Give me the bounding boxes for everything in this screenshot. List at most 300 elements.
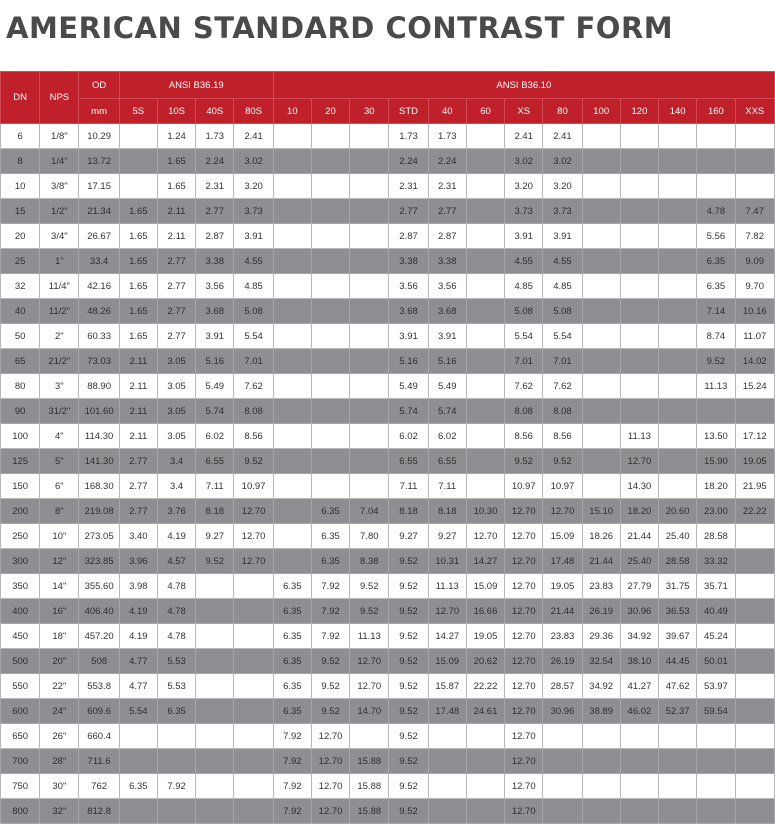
cell-wall-thickness bbox=[350, 124, 389, 149]
cell-wall-thickness bbox=[466, 274, 504, 299]
cell-wall-thickness bbox=[735, 624, 774, 649]
cell-nps: 24" bbox=[40, 699, 79, 724]
cell-wall-thickness: 5.53 bbox=[157, 674, 195, 699]
cell-wall-thickness: 6.55 bbox=[428, 449, 466, 474]
cell-wall-thickness: 15.88 bbox=[350, 749, 389, 774]
table-row bbox=[1, 299, 775, 324]
cell-wall-thickness: 11.13 bbox=[620, 424, 658, 449]
cell-wall-thickness bbox=[196, 624, 234, 649]
cell-dn: 400 bbox=[1, 599, 40, 624]
cell-wall-thickness bbox=[659, 349, 697, 374]
cell-wall-thickness bbox=[350, 374, 389, 399]
cell-od: 762 bbox=[79, 774, 119, 799]
header-schedule-b3619: 10S bbox=[157, 99, 195, 124]
cell-wall-thickness: 2.87 bbox=[389, 224, 428, 249]
cell-wall-thickness bbox=[311, 249, 349, 274]
cell-wall-thickness: 2.87 bbox=[428, 224, 466, 249]
cell-nps: 20" bbox=[40, 649, 79, 674]
cell-nps: 12" bbox=[40, 549, 79, 574]
cell-wall-thickness bbox=[466, 374, 504, 399]
cell-wall-thickness: 8.74 bbox=[697, 324, 735, 349]
cell-wall-thickness: 10.31 bbox=[428, 549, 466, 574]
cell-wall-thickness bbox=[697, 174, 735, 199]
table-row bbox=[1, 174, 775, 199]
cell-wall-thickness: 10.16 bbox=[735, 299, 774, 324]
cell-wall-thickness: 26.19 bbox=[543, 649, 582, 674]
cell-wall-thickness bbox=[697, 149, 735, 174]
cell-wall-thickness: 12.70 bbox=[505, 724, 543, 749]
cell-wall-thickness: 12.70 bbox=[505, 799, 543, 824]
cell-wall-thickness: 1.24 bbox=[157, 124, 195, 149]
cell-wall-thickness: 9.52 bbox=[389, 674, 428, 699]
cell-wall-thickness: 1.73 bbox=[389, 124, 428, 149]
cell-nps: 1/8" bbox=[40, 124, 79, 149]
cell-wall-thickness: 3.38 bbox=[196, 249, 234, 274]
cell-wall-thickness: 3.91 bbox=[196, 324, 234, 349]
cell-wall-thickness bbox=[466, 124, 504, 149]
cell-wall-thickness: 5.49 bbox=[428, 374, 466, 399]
cell-wall-thickness: 3.91 bbox=[234, 224, 273, 249]
cell-wall-thickness: 6.02 bbox=[428, 424, 466, 449]
cell-wall-thickness: 7.11 bbox=[196, 474, 234, 499]
cell-wall-thickness bbox=[157, 799, 195, 824]
cell-wall-thickness bbox=[234, 749, 273, 774]
cell-od: 168.30 bbox=[79, 474, 119, 499]
cell-wall-thickness: 8.18 bbox=[428, 499, 466, 524]
cell-wall-thickness bbox=[659, 224, 697, 249]
cell-od: 219.08 bbox=[79, 499, 119, 524]
cell-wall-thickness: 9.52 bbox=[389, 724, 428, 749]
cell-wall-thickness bbox=[466, 474, 504, 499]
cell-wall-thickness bbox=[273, 174, 311, 199]
cell-wall-thickness bbox=[157, 749, 195, 774]
cell-wall-thickness bbox=[350, 399, 389, 424]
cell-wall-thickness: 3.98 bbox=[119, 574, 157, 599]
cell-od: 88.90 bbox=[79, 374, 119, 399]
cell-wall-thickness bbox=[428, 724, 466, 749]
cell-wall-thickness: 36.53 bbox=[659, 599, 697, 624]
cell-od: 10.29 bbox=[79, 124, 119, 149]
cell-wall-thickness bbox=[196, 599, 234, 624]
cell-wall-thickness: 23.00 bbox=[697, 499, 735, 524]
cell-wall-thickness: 12.70 bbox=[234, 499, 273, 524]
cell-wall-thickness: 53.97 bbox=[697, 674, 735, 699]
cell-od: 812.8 bbox=[79, 799, 119, 824]
cell-wall-thickness: 3.56 bbox=[389, 274, 428, 299]
cell-wall-thickness: 2.31 bbox=[428, 174, 466, 199]
cell-wall-thickness: 3.68 bbox=[428, 299, 466, 324]
cell-wall-thickness bbox=[119, 149, 157, 174]
table-row bbox=[1, 399, 775, 424]
cell-dn: 25 bbox=[1, 249, 40, 274]
cell-nps: 16" bbox=[40, 599, 79, 624]
cell-wall-thickness: 3.68 bbox=[389, 299, 428, 324]
cell-dn: 15 bbox=[1, 199, 40, 224]
cell-wall-thickness: 3.05 bbox=[157, 349, 195, 374]
cell-dn: 800 bbox=[1, 799, 40, 824]
cell-wall-thickness: 3.73 bbox=[543, 199, 582, 224]
cell-wall-thickness: 10.30 bbox=[466, 499, 504, 524]
cell-dn: 80 bbox=[1, 374, 40, 399]
cell-wall-thickness: 8.18 bbox=[389, 499, 428, 524]
cell-dn: 250 bbox=[1, 524, 40, 549]
cell-nps: 2" bbox=[40, 324, 79, 349]
cell-wall-thickness: 19.05 bbox=[466, 624, 504, 649]
cell-wall-thickness: 4.85 bbox=[505, 274, 543, 299]
cell-wall-thickness: 46.02 bbox=[620, 699, 658, 724]
cell-wall-thickness: 3.02 bbox=[505, 149, 543, 174]
cell-wall-thickness bbox=[273, 249, 311, 274]
cell-wall-thickness: 12.70 bbox=[505, 574, 543, 599]
cell-wall-thickness: 12.70 bbox=[505, 524, 543, 549]
header-schedule-b3619: 40S bbox=[196, 99, 234, 124]
cell-wall-thickness: 3.20 bbox=[505, 174, 543, 199]
cell-wall-thickness bbox=[428, 799, 466, 824]
cell-wall-thickness: 1.65 bbox=[157, 174, 195, 199]
cell-wall-thickness bbox=[582, 249, 620, 274]
cell-wall-thickness: 12.70 bbox=[311, 749, 349, 774]
cell-wall-thickness: 9.52 bbox=[311, 649, 349, 674]
cell-dn: 750 bbox=[1, 774, 40, 799]
cell-wall-thickness: 5.49 bbox=[389, 374, 428, 399]
cell-wall-thickness: 3.05 bbox=[157, 399, 195, 424]
cell-dn: 500 bbox=[1, 649, 40, 674]
cell-wall-thickness bbox=[582, 724, 620, 749]
cell-wall-thickness: 20.62 bbox=[466, 649, 504, 674]
cell-wall-thickness: 5.54 bbox=[505, 324, 543, 349]
cell-wall-thickness bbox=[119, 749, 157, 774]
cell-wall-thickness: 4.78 bbox=[157, 599, 195, 624]
cell-wall-thickness: 12.70 bbox=[505, 599, 543, 624]
cell-wall-thickness: 2.77 bbox=[157, 274, 195, 299]
cell-wall-thickness: 7.14 bbox=[697, 299, 735, 324]
cell-wall-thickness bbox=[196, 749, 234, 774]
cell-wall-thickness: 6.55 bbox=[196, 449, 234, 474]
cell-wall-thickness bbox=[697, 749, 735, 774]
cell-wall-thickness: 15.10 bbox=[582, 499, 620, 524]
cell-wall-thickness bbox=[659, 299, 697, 324]
cell-wall-thickness: 12.70 bbox=[466, 524, 504, 549]
cell-wall-thickness: 6.35 bbox=[311, 524, 349, 549]
cell-wall-thickness: 9.52 bbox=[234, 449, 273, 474]
cell-wall-thickness: 5.16 bbox=[196, 349, 234, 374]
cell-wall-thickness bbox=[273, 299, 311, 324]
cell-wall-thickness bbox=[697, 799, 735, 824]
cell-od: 553.8 bbox=[79, 674, 119, 699]
cell-wall-thickness: 12.70 bbox=[505, 549, 543, 574]
table-row bbox=[1, 499, 775, 524]
cell-wall-thickness: 2.77 bbox=[157, 249, 195, 274]
cell-wall-thickness: 7.92 bbox=[273, 724, 311, 749]
table-row bbox=[1, 249, 775, 274]
cell-wall-thickness: 4.77 bbox=[119, 649, 157, 674]
cell-wall-thickness: 9.09 bbox=[735, 249, 774, 274]
header-od: OD bbox=[79, 72, 119, 99]
cell-wall-thickness bbox=[659, 374, 697, 399]
cell-wall-thickness: 28.58 bbox=[659, 549, 697, 574]
cell-wall-thickness: 3.56 bbox=[428, 274, 466, 299]
cell-wall-thickness bbox=[273, 549, 311, 574]
cell-wall-thickness bbox=[466, 149, 504, 174]
cell-wall-thickness: 2.11 bbox=[157, 224, 195, 249]
cell-od: 406.40 bbox=[79, 599, 119, 624]
cell-wall-thickness: 5.08 bbox=[234, 299, 273, 324]
cell-wall-thickness: 9.52 bbox=[389, 699, 428, 724]
cell-wall-thickness: 3.91 bbox=[543, 224, 582, 249]
cell-wall-thickness bbox=[466, 749, 504, 774]
cell-wall-thickness: 5.16 bbox=[389, 349, 428, 374]
cell-wall-thickness: 7.01 bbox=[543, 349, 582, 374]
cell-od: 33.4 bbox=[79, 249, 119, 274]
cell-wall-thickness bbox=[620, 124, 658, 149]
cell-wall-thickness bbox=[196, 774, 234, 799]
cell-wall-thickness bbox=[735, 524, 774, 549]
cell-od: 48.26 bbox=[79, 299, 119, 324]
table-row bbox=[1, 549, 775, 574]
cell-wall-thickness: 11.13 bbox=[697, 374, 735, 399]
cell-nps: 1/4" bbox=[40, 149, 79, 174]
cell-wall-thickness bbox=[119, 724, 157, 749]
cell-wall-thickness: 15.09 bbox=[543, 524, 582, 549]
cell-wall-thickness: 3.91 bbox=[505, 224, 543, 249]
cell-wall-thickness bbox=[428, 774, 466, 799]
cell-wall-thickness: 9.27 bbox=[428, 524, 466, 549]
cell-wall-thickness bbox=[543, 799, 582, 824]
cell-wall-thickness: 14.27 bbox=[428, 624, 466, 649]
table-row bbox=[1, 574, 775, 599]
cell-wall-thickness: 17.12 bbox=[735, 424, 774, 449]
cell-wall-thickness bbox=[466, 249, 504, 274]
pipe-schedule-table bbox=[0, 71, 775, 824]
cell-wall-thickness: 2.77 bbox=[119, 449, 157, 474]
cell-wall-thickness: 6.35 bbox=[273, 699, 311, 724]
cell-wall-thickness: 14.27 bbox=[466, 549, 504, 574]
cell-nps: 21/2" bbox=[40, 349, 79, 374]
cell-dn: 200 bbox=[1, 499, 40, 524]
table-row bbox=[1, 449, 775, 474]
table-row bbox=[1, 474, 775, 499]
cell-wall-thickness bbox=[119, 799, 157, 824]
cell-wall-thickness: 2.24 bbox=[389, 149, 428, 174]
cell-wall-thickness bbox=[311, 449, 349, 474]
cell-wall-thickness bbox=[466, 774, 504, 799]
cell-wall-thickness: 19.05 bbox=[543, 574, 582, 599]
cell-wall-thickness bbox=[466, 724, 504, 749]
header-nps: NPS bbox=[40, 72, 79, 124]
cell-wall-thickness: 8.08 bbox=[505, 399, 543, 424]
cell-wall-thickness bbox=[350, 449, 389, 474]
cell-wall-thickness: 5.54 bbox=[543, 324, 582, 349]
cell-wall-thickness bbox=[620, 774, 658, 799]
cell-wall-thickness: 22.22 bbox=[466, 674, 504, 699]
cell-wall-thickness: 1.65 bbox=[119, 274, 157, 299]
cell-wall-thickness bbox=[697, 774, 735, 799]
cell-nps: 3/8" bbox=[40, 174, 79, 199]
cell-wall-thickness bbox=[582, 474, 620, 499]
cell-wall-thickness: 27.79 bbox=[620, 574, 658, 599]
cell-od: 508 bbox=[79, 649, 119, 674]
cell-wall-thickness bbox=[620, 174, 658, 199]
cell-wall-thickness bbox=[157, 724, 195, 749]
cell-wall-thickness: 22.22 bbox=[735, 499, 774, 524]
header-dn: DN bbox=[1, 72, 40, 124]
cell-wall-thickness: 47.62 bbox=[659, 674, 697, 699]
cell-dn: 150 bbox=[1, 474, 40, 499]
cell-wall-thickness: 10.97 bbox=[505, 474, 543, 499]
cell-wall-thickness: 1.73 bbox=[428, 124, 466, 149]
cell-wall-thickness bbox=[582, 349, 620, 374]
cell-wall-thickness bbox=[620, 299, 658, 324]
cell-dn: 700 bbox=[1, 749, 40, 774]
cell-wall-thickness: 4.78 bbox=[157, 624, 195, 649]
table-row bbox=[1, 599, 775, 624]
cell-dn: 650 bbox=[1, 724, 40, 749]
table-row bbox=[1, 649, 775, 674]
cell-wall-thickness bbox=[466, 299, 504, 324]
cell-wall-thickness: 3.02 bbox=[234, 149, 273, 174]
header-schedule-b3610: 60 bbox=[466, 99, 504, 124]
cell-wall-thickness: 2.87 bbox=[196, 224, 234, 249]
cell-wall-thickness bbox=[311, 424, 349, 449]
table-row bbox=[1, 149, 775, 174]
cell-wall-thickness: 12.70 bbox=[505, 774, 543, 799]
cell-wall-thickness: 23.83 bbox=[582, 574, 620, 599]
cell-wall-thickness: 7.92 bbox=[273, 799, 311, 824]
cell-wall-thickness bbox=[697, 724, 735, 749]
cell-dn: 65 bbox=[1, 349, 40, 374]
cell-wall-thickness: 18.26 bbox=[582, 524, 620, 549]
cell-wall-thickness: 4.19 bbox=[119, 599, 157, 624]
cell-wall-thickness: 25.40 bbox=[620, 549, 658, 574]
cell-wall-thickness: 3.20 bbox=[234, 174, 273, 199]
cell-wall-thickness bbox=[735, 599, 774, 624]
cell-wall-thickness: 7.92 bbox=[157, 774, 195, 799]
table-row bbox=[1, 724, 775, 749]
cell-wall-thickness: 31.75 bbox=[659, 574, 697, 599]
cell-wall-thickness: 4.78 bbox=[697, 199, 735, 224]
cell-wall-thickness: 2.77 bbox=[157, 299, 195, 324]
cell-wall-thickness: 6.35 bbox=[697, 249, 735, 274]
cell-wall-thickness bbox=[582, 274, 620, 299]
cell-wall-thickness bbox=[735, 574, 774, 599]
cell-wall-thickness: 7.62 bbox=[234, 374, 273, 399]
cell-wall-thickness bbox=[350, 724, 389, 749]
cell-wall-thickness bbox=[659, 199, 697, 224]
cell-wall-thickness: 3.68 bbox=[196, 299, 234, 324]
cell-wall-thickness: 23.83 bbox=[543, 624, 582, 649]
header-od-unit: mm bbox=[79, 99, 119, 124]
cell-wall-thickness: 2.77 bbox=[196, 199, 234, 224]
cell-wall-thickness bbox=[620, 224, 658, 249]
cell-wall-thickness: 44.45 bbox=[659, 649, 697, 674]
cell-wall-thickness bbox=[234, 724, 273, 749]
cell-wall-thickness bbox=[350, 299, 389, 324]
cell-wall-thickness: 12.70 bbox=[505, 649, 543, 674]
cell-wall-thickness bbox=[582, 174, 620, 199]
cell-wall-thickness bbox=[697, 124, 735, 149]
cell-dn: 50 bbox=[1, 324, 40, 349]
cell-wall-thickness bbox=[234, 649, 273, 674]
cell-wall-thickness: 2.77 bbox=[389, 199, 428, 224]
cell-wall-thickness: 34.92 bbox=[620, 624, 658, 649]
cell-wall-thickness: 1.65 bbox=[119, 299, 157, 324]
cell-wall-thickness: 9.52 bbox=[350, 574, 389, 599]
cell-wall-thickness: 4.85 bbox=[543, 274, 582, 299]
cell-wall-thickness bbox=[311, 199, 349, 224]
cell-wall-thickness bbox=[273, 224, 311, 249]
cell-wall-thickness bbox=[273, 349, 311, 374]
cell-wall-thickness: 12.70 bbox=[620, 449, 658, 474]
cell-wall-thickness bbox=[350, 274, 389, 299]
cell-wall-thickness: 6.55 bbox=[389, 449, 428, 474]
cell-wall-thickness: 1.65 bbox=[119, 199, 157, 224]
cell-wall-thickness bbox=[659, 474, 697, 499]
cell-wall-thickness: 39.67 bbox=[659, 624, 697, 649]
cell-wall-thickness: 9.27 bbox=[196, 524, 234, 549]
cell-wall-thickness: 40.49 bbox=[697, 599, 735, 624]
cell-wall-thickness bbox=[196, 574, 234, 599]
table-row bbox=[1, 749, 775, 774]
cell-wall-thickness: 12.70 bbox=[350, 649, 389, 674]
cell-wall-thickness bbox=[350, 199, 389, 224]
cell-nps: 10" bbox=[40, 524, 79, 549]
cell-wall-thickness bbox=[273, 324, 311, 349]
header-schedule-b3610: XS bbox=[505, 99, 543, 124]
cell-od: 26.67 bbox=[79, 224, 119, 249]
cell-nps: 11/2" bbox=[40, 299, 79, 324]
cell-wall-thickness bbox=[735, 124, 774, 149]
cell-wall-thickness bbox=[273, 424, 311, 449]
cell-nps: 3/4" bbox=[40, 224, 79, 249]
cell-wall-thickness: 12.70 bbox=[505, 699, 543, 724]
cell-wall-thickness: 2.11 bbox=[119, 399, 157, 424]
cell-dn: 20 bbox=[1, 224, 40, 249]
cell-wall-thickness: 33.32 bbox=[697, 549, 735, 574]
cell-wall-thickness bbox=[311, 274, 349, 299]
cell-wall-thickness: 4.19 bbox=[157, 524, 195, 549]
cell-wall-thickness: 38.89 bbox=[582, 699, 620, 724]
cell-wall-thickness: 1.65 bbox=[119, 249, 157, 274]
cell-wall-thickness: 14.70 bbox=[350, 699, 389, 724]
cell-wall-thickness: 8.56 bbox=[543, 424, 582, 449]
cell-wall-thickness: 16.66 bbox=[466, 599, 504, 624]
cell-wall-thickness bbox=[582, 424, 620, 449]
cell-dn: 8 bbox=[1, 149, 40, 174]
cell-wall-thickness: 38.10 bbox=[620, 649, 658, 674]
header-ansi-b3610: ANSI B36.10 bbox=[273, 72, 774, 99]
cell-wall-thickness bbox=[659, 774, 697, 799]
cell-od: 17.15 bbox=[79, 174, 119, 199]
cell-wall-thickness: 21.95 bbox=[735, 474, 774, 499]
cell-wall-thickness bbox=[234, 699, 273, 724]
cell-wall-thickness: 17.48 bbox=[543, 549, 582, 574]
cell-wall-thickness: 21.44 bbox=[582, 549, 620, 574]
cell-wall-thickness bbox=[273, 124, 311, 149]
cell-wall-thickness bbox=[311, 149, 349, 174]
header-schedule-b3610: 80 bbox=[543, 99, 582, 124]
cell-wall-thickness bbox=[350, 249, 389, 274]
cell-wall-thickness: 7.80 bbox=[350, 524, 389, 549]
cell-wall-thickness: 14.02 bbox=[735, 349, 774, 374]
header-schedule-b3619: 5S bbox=[119, 99, 157, 124]
cell-wall-thickness: 2.31 bbox=[196, 174, 234, 199]
cell-wall-thickness: 12.70 bbox=[543, 499, 582, 524]
cell-wall-thickness bbox=[735, 674, 774, 699]
header-schedule-b3610: 120 bbox=[620, 99, 658, 124]
table-row bbox=[1, 274, 775, 299]
cell-wall-thickness bbox=[659, 424, 697, 449]
cell-wall-thickness bbox=[735, 724, 774, 749]
